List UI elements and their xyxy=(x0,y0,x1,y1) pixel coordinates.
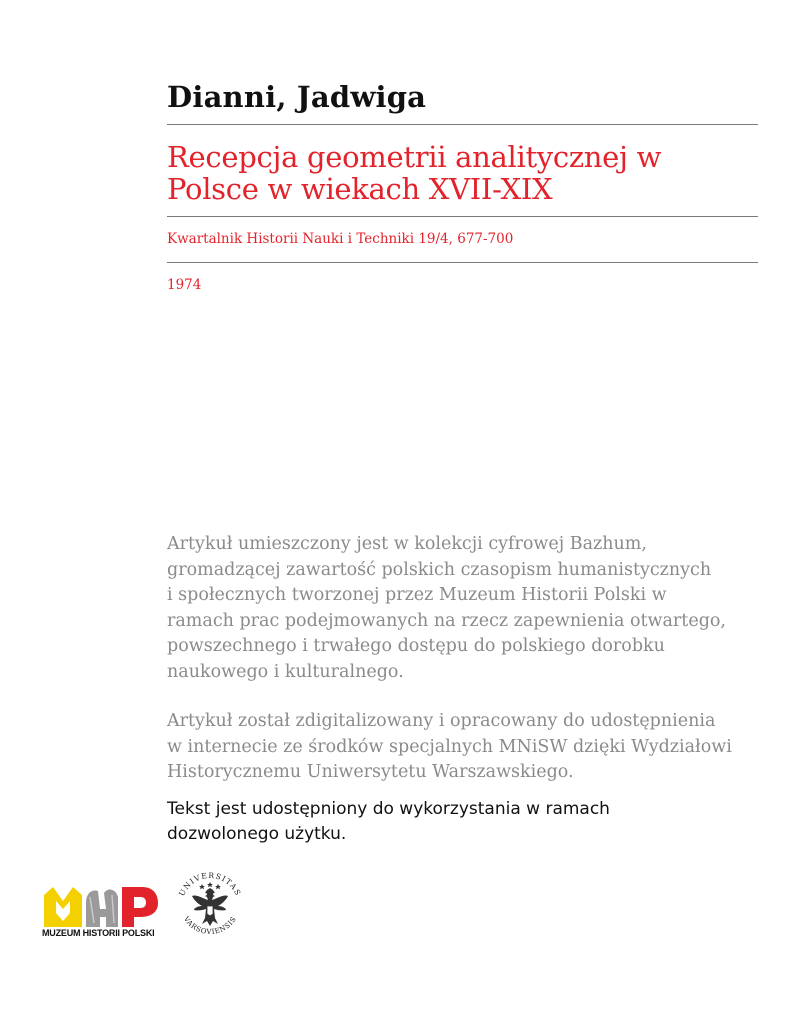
uw-bottom-text: VARSOVIENSIS xyxy=(181,915,239,937)
uw-top-text: UNIVERSITAS xyxy=(177,870,243,898)
journal-citation: Kwartalnik Historii Nauki i Techniki 19/4, 677-700 xyxy=(167,231,514,247)
p1-line: ramach prac podejmowanych na rzecz zapewnienia otwartego, xyxy=(167,610,726,631)
title-line-1: Recepcja geometrii analitycznej w xyxy=(167,140,662,174)
p3-line: Tekst jest udostępniony do wykorzystania w ramach xyxy=(167,799,610,819)
notice-paragraph-collection xyxy=(167,532,747,685)
divider-author xyxy=(167,124,758,125)
p3-line: dozwolonego użytku. xyxy=(167,824,347,844)
uw-eagle-seal-icon xyxy=(172,866,248,942)
p2-line: Historycznemu Uniwersytetu Warszawskiego. xyxy=(167,762,574,782)
p1-line: i społecznych tworzonej przez Muzeum Historii Polski w xyxy=(167,585,667,605)
author-name: Dianni, Jadwiga xyxy=(167,80,427,114)
notice-paragraph-usage xyxy=(167,797,610,847)
divider-title xyxy=(167,216,758,217)
document-title xyxy=(167,141,758,205)
p1-line: naukowego i kulturalnego. xyxy=(167,661,404,682)
p1-line: gromadzącej zawartość polskich czasopism humanistycznych xyxy=(167,559,712,580)
p2-line: w internecie ze środków specjalnych MNiSW dzięki Wydziałowi xyxy=(167,736,732,757)
publication-year: 1974 xyxy=(167,277,202,293)
p2-line: Artykuł został zdigitalizowany i opracowany do udostępnienia xyxy=(167,711,716,731)
mhp-logo-label: MUZEUM HISTORII POLSKI xyxy=(42,928,155,938)
notice-paragraph-digitization xyxy=(167,709,747,786)
divider-journal xyxy=(167,262,758,263)
title-line-2: Polsce w wiekach XVII-XIX xyxy=(167,172,553,206)
p1-line: Artykuł umieszczony jest w kolekcji cyfrowej Bazhum, xyxy=(167,534,647,554)
p1-line: powszechnego i trwałego dostępu do polskiego dorobku xyxy=(167,636,665,656)
